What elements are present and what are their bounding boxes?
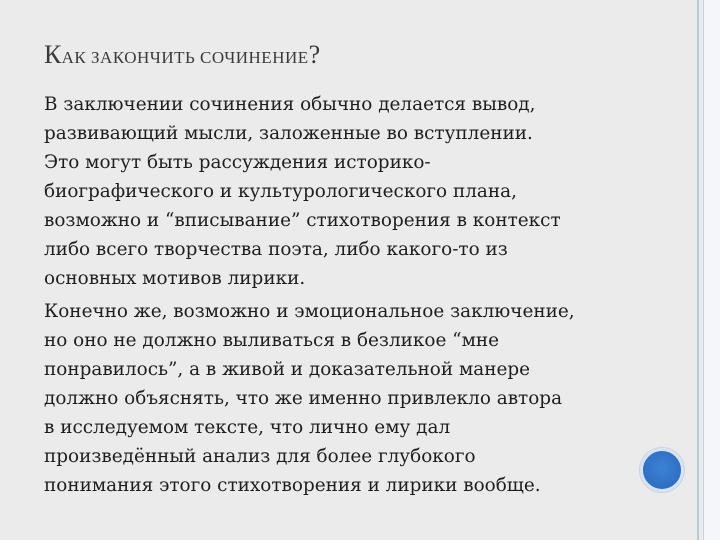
- text-line: понимания этого стихотворения и лирики вообще.: [44, 475, 541, 496]
- paragraph-1: [44, 90, 684, 293]
- text-line: либо всего творчества поэта, либо какого-то из: [44, 239, 508, 260]
- slide-edge-strip: [704, 0, 720, 540]
- paragraph-2: [44, 297, 684, 500]
- title-word-1: АК ЗАКОНЧИТЬ: [61, 48, 201, 67]
- text-line: биографического и культурологического плана,: [44, 181, 517, 202]
- text-line: развивающий мысли, заложенные во вступлении.: [44, 123, 533, 144]
- text-line: но оно не должно выливаться в безликое “мне: [44, 330, 500, 351]
- text-line: произведённый анализ для более глубокого: [44, 446, 476, 467]
- title-question-mark: ?: [308, 40, 321, 69]
- title-word-2: СОЧИНЕНИЕ: [200, 48, 309, 67]
- text-line: в исследуемом тексте, что лично ему дал: [44, 417, 451, 438]
- text-line: В заключении сочинения обычно делается вывод,: [44, 94, 536, 115]
- slide-border-line: [697, 0, 699, 540]
- text-line: возможно и “вписывание” стихотворения в контекст: [44, 210, 561, 231]
- text-line: Конечно же, возможно и эмоциональное заключение,: [44, 301, 575, 322]
- slide-body: [44, 90, 684, 504]
- title-first-letter: К: [44, 40, 62, 69]
- slide-title: [44, 40, 664, 70]
- text-line: Это могут быть рассуждения историко-: [44, 152, 431, 173]
- text-line: понравилось”, а в живой и доказательной манере: [44, 359, 531, 380]
- text-line: основных мотивов лирики.: [44, 268, 306, 289]
- text-line: должно объяснять, что же именно привлекло автора: [44, 388, 563, 409]
- decorative-circle-icon: [640, 448, 684, 492]
